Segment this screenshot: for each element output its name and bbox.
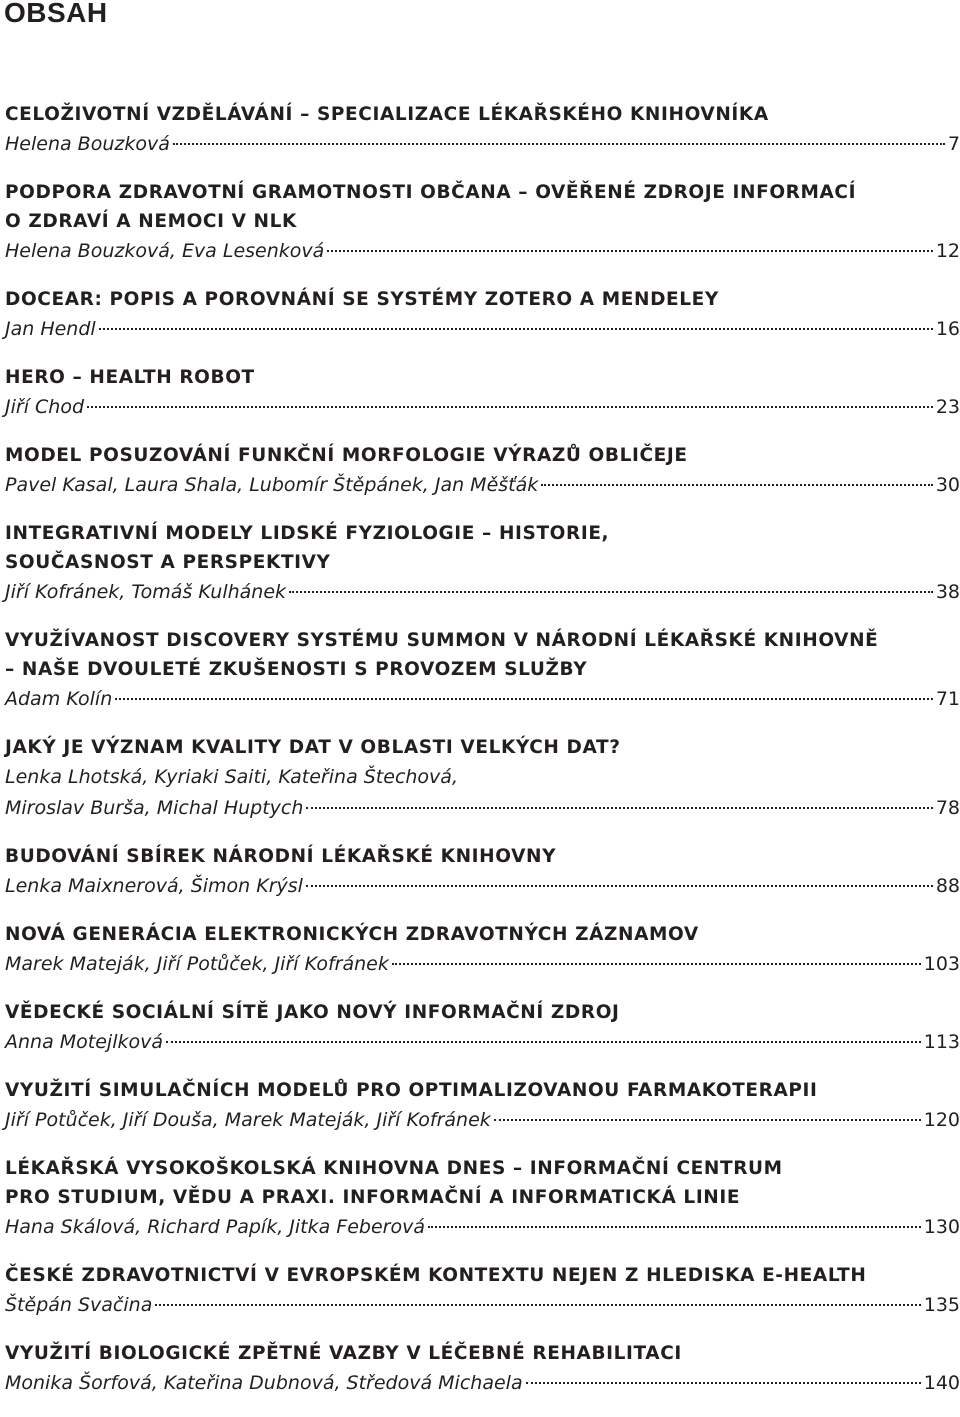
entry-page-number[interactable]: 120	[923, 1109, 960, 1131]
entry-title: PRO STUDIUM, VĚDU A PRAXI. INFORMAČNÍ A INFORMATICKÁ LINIE	[5, 1187, 741, 1208]
toc-entry[interactable]	[5, 285, 960, 345]
entry-title: VYUŽITÍ SIMULAČNÍCH MODELŮ PRO OPTIMALIZOVANOU FARMAKOTERAPII	[5, 1080, 818, 1101]
entry-author-line	[5, 684, 960, 715]
dot-leader	[173, 143, 945, 145]
entry-author-line	[5, 1027, 960, 1058]
entry-authors: Anna Motejlková	[5, 1031, 163, 1053]
dot-leader	[99, 328, 933, 330]
entry-authors: Pavel Kasal, Laura Shala, Lubomír Štěpánek, Jan Měšťák	[5, 474, 539, 496]
entry-title: O ZDRAVÍ A NEMOCI V NLK	[5, 211, 297, 232]
dot-leader	[115, 698, 933, 700]
toc-entry[interactable]	[5, 842, 960, 902]
entry-author-line	[5, 1368, 960, 1399]
entry-authors: Miroslav Burša, Michal Huptych	[5, 797, 304, 819]
entry-authors: Adam Kolín	[5, 688, 113, 710]
entry-page-number[interactable]: 7	[947, 133, 960, 155]
dot-leader	[327, 250, 933, 252]
entry-authors: Helena Bouzková	[5, 133, 170, 155]
entry-title: VYUŽÍVANOST DISCOVERY SYSTÉMU SUMMON V NÁRODNÍ LÉKAŘSKÉ KNIHOVNĚ	[5, 630, 879, 651]
entry-title: BUDOVÁNÍ SBÍREK NÁRODNÍ LÉKAŘSKÉ KNIHOVNY	[5, 846, 557, 867]
entry-page-number[interactable]: 30	[935, 474, 960, 496]
entry-author-line	[5, 949, 960, 980]
dot-leader	[155, 1304, 920, 1306]
entry-authors: Jan Hendl	[5, 318, 96, 340]
toc-entry[interactable]	[5, 1076, 960, 1136]
entry-title: NOVÁ GENERÁCIA ELEKTRONICKÝCH ZDRAVOTNÝCH ZÁZNAMOV	[5, 924, 699, 945]
entry-page-number[interactable]: 88	[935, 875, 960, 897]
entry-authors: Helena Bouzková, Eva Lesenková	[5, 240, 325, 262]
entry-title: – NAŠE DVOULETÉ ZKUŠENOSTI S PROVOZEM SLUŽBY	[5, 659, 588, 680]
entry-page-number[interactable]: 12	[935, 240, 960, 262]
table-of-contents	[5, 100, 960, 1417]
entry-author-line	[5, 1212, 960, 1243]
entry-author-line	[5, 871, 960, 902]
toc-entry[interactable]	[5, 733, 960, 824]
toc-entry[interactable]	[5, 178, 960, 267]
entry-page-number[interactable]: 78	[935, 797, 960, 819]
entry-authors: Štěpán Svačina	[5, 1294, 153, 1316]
entry-authors: Jiří Chod	[5, 396, 85, 418]
entry-authors: Jiří Kofránek, Tomáš Kulhánek	[5, 581, 287, 603]
entry-title: VĚDECKÉ SOCIÁLNÍ SÍTĚ JAKO NOVÝ INFORMAČNÍ ZDROJ	[5, 1002, 620, 1023]
toc-entry[interactable]	[5, 363, 960, 423]
entry-page-number[interactable]: 103	[923, 953, 960, 975]
entry-authors: Lenka Maixnerová, Šimon Krýsl	[5, 875, 303, 897]
entry-page-number[interactable]: 16	[935, 318, 960, 340]
entry-author-line	[5, 314, 960, 345]
toc-entry[interactable]	[5, 1339, 960, 1399]
entry-title: SOUČASNOST A PERSPEKTIVY	[5, 552, 331, 573]
toc-entry[interactable]	[5, 441, 960, 501]
dot-leader	[526, 1382, 921, 1384]
entry-title: LÉKAŘSKÁ VYSOKOŠKOLSKÁ KNIHOVNA DNES – INFORMAČNÍ CENTRUM	[5, 1158, 783, 1179]
entry-page-number[interactable]: 113	[923, 1031, 960, 1053]
entry-author-line	[5, 577, 960, 608]
entry-author-line	[5, 129, 960, 160]
dot-leader	[166, 1041, 921, 1043]
entry-title: VYUŽITÍ BIOLOGICKÉ ZPĚTNÉ VAZBY V LÉČEBNÉ REHABILITACI	[5, 1343, 682, 1364]
toc-entry[interactable]	[5, 626, 960, 715]
entry-title: HERO – HEALTH ROBOT	[5, 367, 255, 388]
entry-authors: Jiří Potůček, Jiří Douša, Marek Mateják, Jiří Kofránek	[5, 1109, 491, 1131]
dot-leader	[428, 1226, 921, 1228]
entry-authors: Monika Šorfová, Kateřina Dubnová, Středová Michaela	[5, 1372, 523, 1394]
dot-leader	[392, 963, 921, 965]
entry-title: ČESKÉ ZDRAVOTNICTVÍ V EVROPSKÉM KONTEXTU NEJEN Z HLEDISKA E-HEALTH	[5, 1265, 867, 1286]
page-title: OBSAH	[4, 0, 108, 28]
toc-entry[interactable]	[5, 1261, 960, 1321]
entry-page-number[interactable]: 130	[923, 1216, 960, 1238]
entry-author-line	[5, 1290, 960, 1321]
entry-author-line	[5, 1105, 960, 1136]
entry-page-number[interactable]: 38	[935, 581, 960, 603]
entry-title: PODPORA ZDRAVOTNÍ GRAMOTNOSTI OBČANA – OVĚŘENÉ ZDROJE INFORMACÍ	[5, 182, 857, 203]
entry-author-line	[5, 470, 960, 501]
toc-entry[interactable]	[5, 998, 960, 1058]
entry-title: INTEGRATIVNÍ MODELY LIDSKÉ FYZIOLOGIE – HISTORIE,	[5, 523, 610, 544]
entry-author-line	[5, 392, 960, 423]
entry-page-number[interactable]: 140	[923, 1372, 960, 1394]
entry-title: MODEL POSUZOVÁNÍ FUNKČNÍ MORFOLOGIE VÝRAZŮ OBLIČEJE	[5, 445, 688, 466]
entry-author-line	[5, 236, 960, 267]
entry-page-number[interactable]: 71	[935, 688, 960, 710]
entry-page-number[interactable]: 23	[935, 396, 960, 418]
dot-leader	[306, 807, 932, 809]
entry-title: CELOŽIVOTNÍ VZDĚLÁVÁNÍ – SPECIALIZACE LÉKAŘSKÉHO KNIHOVNÍKA	[5, 104, 769, 125]
toc-entry[interactable]	[5, 100, 960, 160]
dot-leader	[289, 591, 933, 593]
entry-page-number[interactable]: 135	[923, 1294, 960, 1316]
entry-authors: Lenka Lhotská, Kyriaki Saiti, Kateřina Štechová,	[5, 766, 458, 788]
entry-authors: Marek Mateják, Jiří Potůček, Jiří Kofránek	[5, 953, 389, 975]
entry-title: JAKÝ JE VÝZNAM KVALITY DAT V OBLASTI VELKÝCH DAT?	[5, 737, 621, 758]
entry-authors: Hana Skálová, Richard Papík, Jitka Feberová	[5, 1216, 425, 1238]
dot-leader	[306, 885, 933, 887]
dot-leader	[541, 484, 933, 486]
dot-leader	[494, 1119, 921, 1121]
entry-author-line	[5, 793, 960, 824]
toc-entry[interactable]	[5, 1154, 960, 1243]
toc-entry[interactable]	[5, 920, 960, 980]
dot-leader	[87, 406, 933, 408]
entry-title: DOCEAR: POPIS A POROVNÁNÍ SE SYSTÉMY ZOTERO A MENDELEY	[5, 289, 719, 310]
toc-entry[interactable]	[5, 519, 960, 608]
